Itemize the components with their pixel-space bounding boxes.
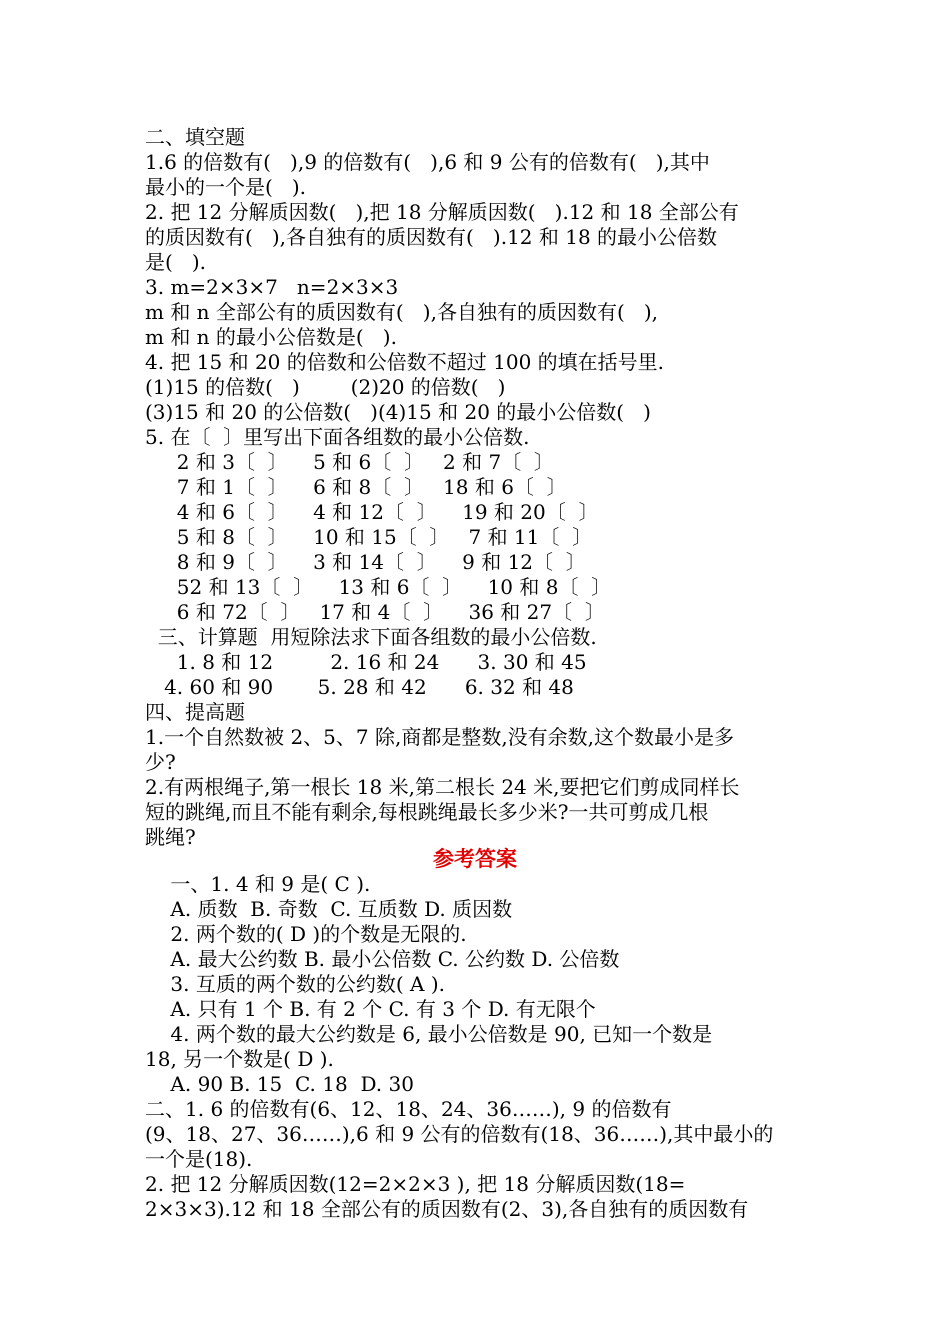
section-heading-advanced: 四、提高题 <box>145 700 245 724</box>
answer-line-1: 一、1. 4 和 9 是( C ). <box>145 872 371 896</box>
answer-line-14: 2×3×3).12 和 18 全部公有的质因数有(2、3),各自独有的质因数有 <box>145 1197 749 1221</box>
advanced-q1-line-2: 少? <box>145 750 176 774</box>
section-heading-calculation: 三、计算题 用短除法求下面各组数的最小公倍数. <box>145 625 597 649</box>
answer-line-7: 4. 两个数的最大公约数是 6, 最小公倍数是 90, 已知一个数是 <box>145 1022 713 1046</box>
question-3-line-2: m 和 n 全部公有的质因数有( ),各自独有的质因数有( ), <box>145 300 658 324</box>
advanced-q2-line-1: 2.有两根绳子,第一根长 18 米,第二根长 24 米,要把它们剪成同样长 <box>145 775 740 799</box>
answer-line-11: (9、18、27、36……),6 和 9 公有的倍数有(18、36……),其中最小的 <box>145 1122 774 1146</box>
lcm-row-6: 52 和 13〔 〕 13 和 6〔 〕 10 和 8〔 〕 <box>145 575 612 599</box>
lcm-row-5: 8 和 9〔 〕 3 和 14〔 〕 9 和 12〔 〕 <box>145 550 586 574</box>
question-4-line-3: (3)15 和 20 的公倍数( )(4)15 和 20 的最小公倍数( ) <box>145 400 651 424</box>
lcm-row-4: 5 和 8〔 〕 10 和 15〔 〕 7 和 11〔 〕 <box>145 525 593 549</box>
lcm-row-1: 2 和 3〔 〕 5 和 6〔 〕 2 和 7〔 〕 <box>145 450 554 474</box>
question-2-line-2: 的质因数有( ),各自独有的质因数有( ).12 和 18 的最小公倍数 <box>145 225 718 249</box>
answer-line-12: 一个是(18). <box>145 1147 253 1171</box>
question-3-line-1: 3. m=2×3×7 n=2×3×3 <box>145 275 399 299</box>
question-2-line-3: 是( ). <box>145 250 207 274</box>
question-5-heading: 5. 在〔 〕里写出下面各组数的最小公倍数. <box>145 425 530 449</box>
answer-line-4: A. 最大公约数 B. 最小公倍数 C. 公约数 D. 公倍数 <box>145 947 620 971</box>
calculation-row-2: 4. 60 和 90 5. 28 和 42 6. 32 和 48 <box>145 675 574 699</box>
advanced-q2-line-2: 短的跳绳,而且不能有剩余,每根跳绳最长多少米?一共可剪成几根 <box>145 800 709 824</box>
question-1-line-1: 1.6 的倍数有( ),9 的倍数有( ),6 和 9 公有的倍数有( ),其中 <box>145 150 710 174</box>
question-3-line-3: m 和 n 的最小公倍数是( ). <box>145 325 397 349</box>
answer-line-3: 2. 两个数的( D )的个数是无限的. <box>145 922 467 946</box>
answer-key-title: 参考答案 <box>433 846 517 871</box>
lcm-row-2: 7 和 1〔 〕 6 和 8〔 〕 18 和 6〔 〕 <box>145 475 567 499</box>
answer-line-9: A. 90 B. 15 C. 18 D. 30 <box>145 1072 414 1096</box>
answer-line-13: 2. 把 12 分解质因数(12=2×2×3 ), 把 18 分解质因数(18= <box>145 1172 686 1196</box>
lcm-row-3: 4 和 6〔 〕 4 和 12〔 〕 19 和 20〔 〕 <box>145 500 599 524</box>
question-2-line-1: 2. 把 12 分解质因数( ),把 18 分解质因数( ).12 和 18 全部公有 <box>145 200 739 224</box>
advanced-q1-line-1: 1.一个自然数被 2、5、7 除,商都是整数,没有余数,这个数最小是多 <box>145 725 735 749</box>
question-1-line-2: 最小的一个是( ). <box>145 175 307 199</box>
answer-line-2: A. 质数 B. 奇数 C. 互质数 D. 质因数 <box>145 897 513 921</box>
lcm-row-7: 6 和 72〔 〕 17 和 4〔 〕 36 和 27〔 〕 <box>145 600 605 624</box>
answer-line-6: A. 只有 1 个 B. 有 2 个 C. 有 3 个 D. 有无限个 <box>145 997 596 1021</box>
answer-line-10: 二、1. 6 的倍数有(6、12、18、24、36……), 9 的倍数有 <box>145 1097 672 1121</box>
question-4-line-2: (1)15 的倍数( ) (2)20 的倍数( ) <box>145 375 506 399</box>
question-4-line-1: 4. 把 15 和 20 的倍数和公倍数不超过 100 的填在括号里. <box>145 350 665 374</box>
answer-line-8: 18, 另一个数是( D ). <box>145 1047 334 1071</box>
answer-line-5: 3. 互质的两个数的公约数( A ). <box>145 972 445 996</box>
calculation-row-1: 1. 8 和 12 2. 16 和 24 3. 30 和 45 <box>145 650 587 674</box>
section-heading-fill-blanks: 二、填空题 <box>145 125 245 149</box>
advanced-q2-line-3: 跳绳? <box>145 825 196 849</box>
